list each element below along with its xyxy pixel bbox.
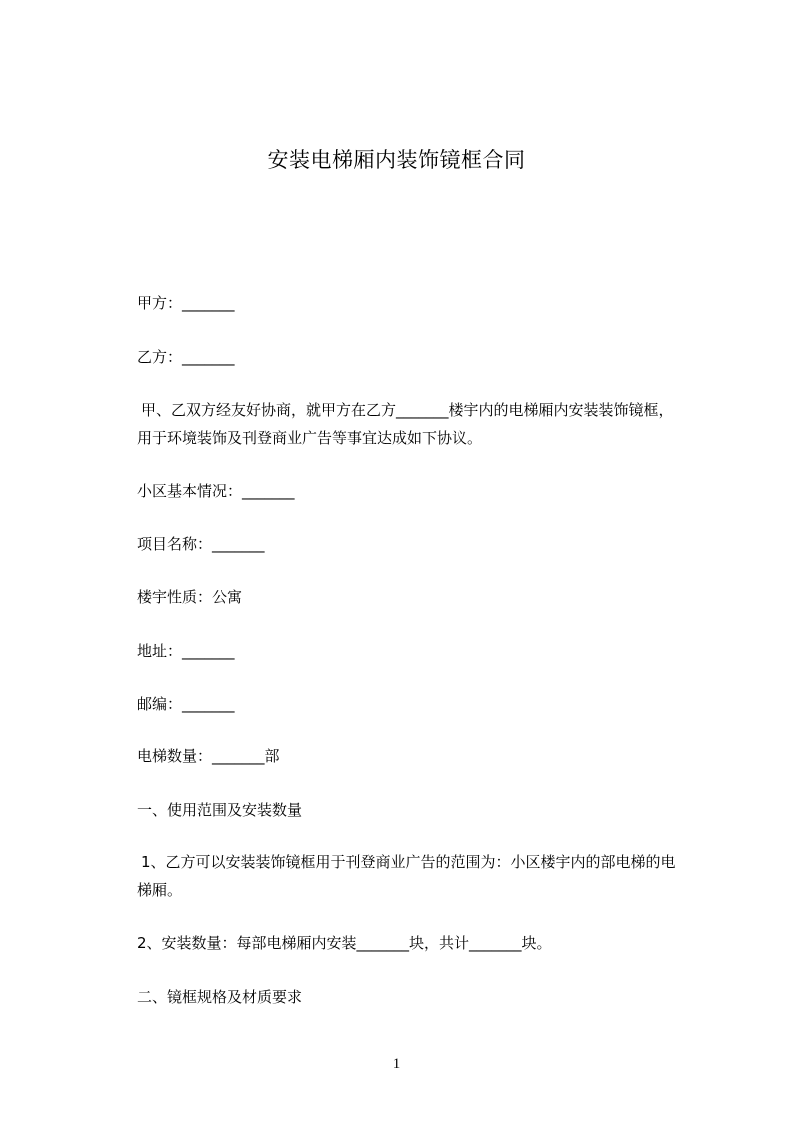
clause-1-line-1: 1、乙方可以安装装饰镜框用于刊登商业广告的范围为：小区楼宇内的部电梯的电 (141, 853, 676, 871)
address-line: 地址：_______ (137, 642, 235, 660)
community-info-line: 小区基本情况：_______ (137, 482, 295, 500)
intro-line-1: 甲、乙双方经友好协商，就甲方在乙方_______楼宇内的电梯厢内安装装饰镜框， (141, 401, 674, 419)
project-name-line: 项目名称：_______ (137, 535, 265, 553)
clause-1-line-2: 梯厢。 (137, 881, 183, 899)
postcode-line: 邮编：_______ (137, 695, 235, 713)
building-type-line: 楼宇性质：公寓 (137, 588, 243, 606)
clause-2-line: 2、安装数量：每部电梯厢内安装_______块，共计_______块。 (137, 934, 552, 952)
clause-1-paragraph (137, 848, 727, 904)
intro-paragraph (137, 396, 727, 452)
section-2-heading: 二、镜框规格及材质要求 (137, 988, 303, 1006)
elevator-count-line: 电梯数量：_______部 (137, 747, 280, 765)
intro-line-2: 用于环境装饰及刊登商业广告等事宜达成如下协议。 (137, 429, 483, 447)
party-a-line: 甲方：_______ (137, 294, 235, 312)
party-b-line: 乙方：_______ (137, 348, 235, 366)
document-title: 安装电梯厢内装饰镜框合同 (267, 148, 526, 172)
section-1-heading: 一、使用范围及安装数量 (137, 801, 303, 819)
page-number: 1 (392, 1056, 401, 1072)
